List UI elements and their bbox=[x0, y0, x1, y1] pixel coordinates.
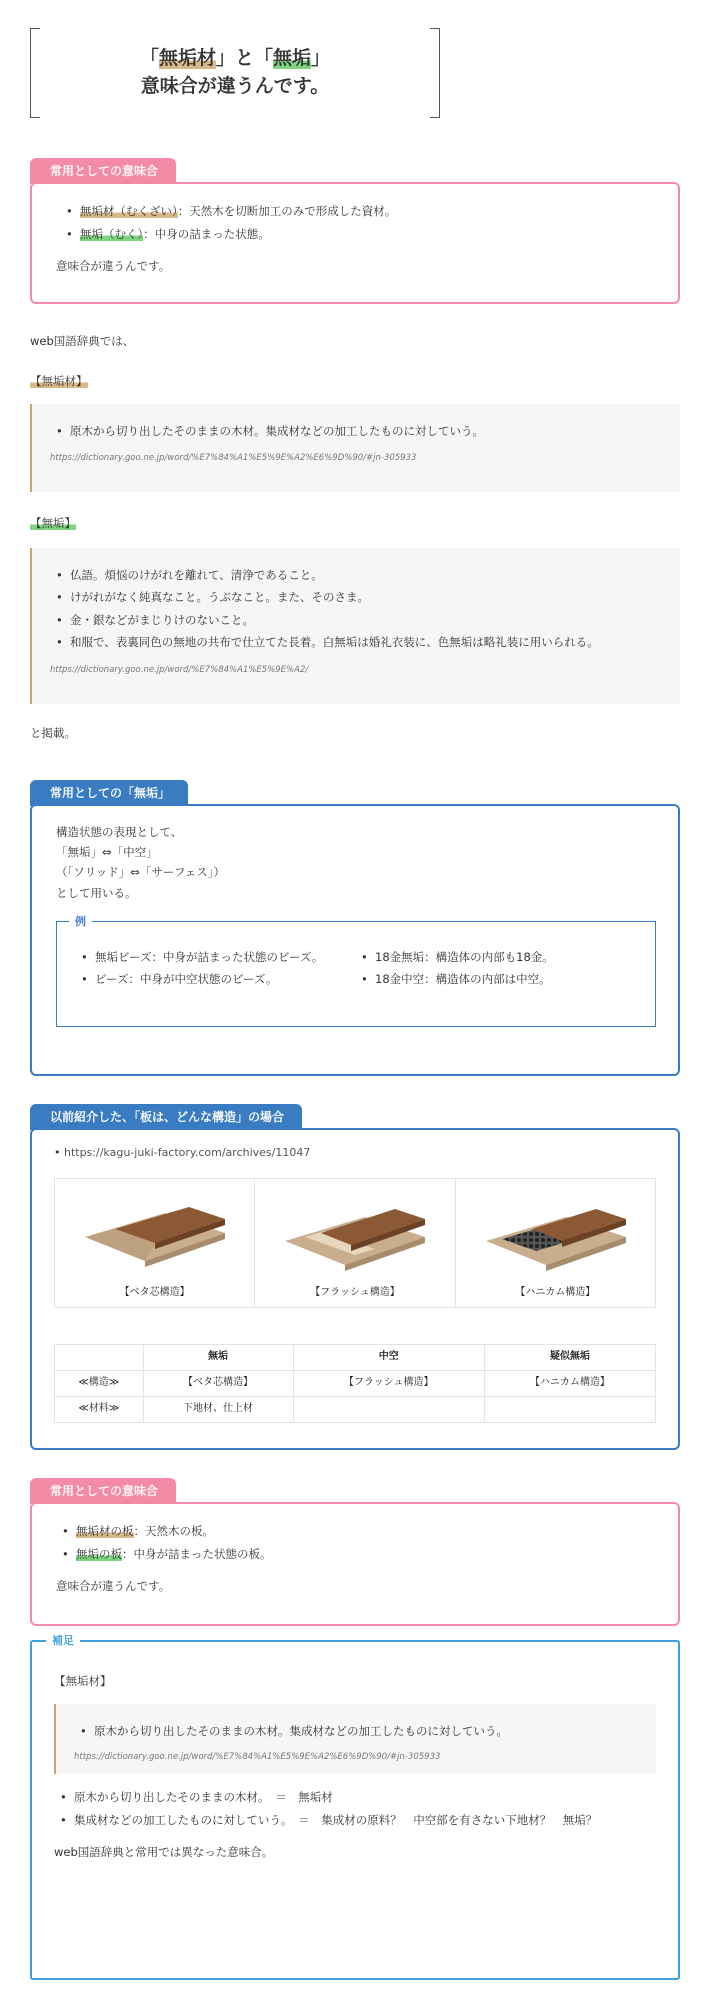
structure-table bbox=[54, 1344, 656, 1423]
box-label: 以前紹介した、「板は、どんな構造」の場合 bbox=[30, 1104, 302, 1130]
list-item: • 原木から切り出したそのままの木材。 ＝ 無垢材 bbox=[54, 1788, 656, 1806]
list-item: • 金・銀などがまじりけのないこと。 bbox=[50, 611, 662, 629]
supplement-quote bbox=[54, 1704, 656, 1774]
dict-heading-muku: 【無垢】 bbox=[30, 516, 76, 530]
column-header: 無垢 bbox=[143, 1344, 293, 1370]
flush-board-image bbox=[285, 1189, 425, 1279]
title-bracket-right bbox=[430, 28, 440, 118]
list-item: • 18金中空：構造体の内部は中空。 bbox=[355, 970, 635, 988]
image-caption: 【フラッシュ構造】 bbox=[310, 1286, 400, 1298]
table-row: ≪材料≫ 下地材、仕上材 bbox=[55, 1396, 656, 1422]
image-caption: 【ハニカム構造】 bbox=[515, 1286, 596, 1298]
text-line: として用いる。 bbox=[56, 885, 137, 900]
dict-source: https://dictionary.goo.ne.jp/word/%E7%84%A1%E5%9E%A2%E6%9D%90/#jn-305933 bbox=[50, 453, 417, 464]
beta-core-board-image bbox=[85, 1189, 225, 1279]
list-item: • 和服で、表裏同色の無地の共布で仕立てた長着。白無垢は婚礼衣装に、色無垢は略礼装に用いられる。 bbox=[50, 633, 662, 651]
title-bracket-left bbox=[30, 28, 40, 118]
list-item: • 原木から切り出したそのままの木材。集成材などの加工したものに対していう。 bbox=[74, 1722, 638, 1740]
dict-quote-muku bbox=[30, 548, 680, 704]
honeycomb-board-image bbox=[486, 1189, 626, 1279]
list-item: • けがれがなく純真なこと。うぶなこと。また、そのさま。 bbox=[50, 588, 662, 606]
image-honeycomb bbox=[456, 1179, 655, 1307]
supplement-note: web国語辞典と常用では異なった意味合。 bbox=[54, 1845, 274, 1860]
list-item: • ビーズ：中身が中空状態のビーズ。 bbox=[75, 970, 355, 988]
list-item: • 仏語。煩悩のけがれを離れて、清浄であること。 bbox=[50, 566, 662, 584]
text-line: （「ソリッド」⇔「サーフェス」） bbox=[56, 865, 226, 880]
box-label: 常用としての意味合 bbox=[30, 158, 176, 184]
common-meaning-box bbox=[30, 158, 680, 304]
box-label: 常用としての意味合 bbox=[30, 1478, 176, 1504]
common-muku-box bbox=[30, 780, 680, 1076]
box-label: 常用としての「無垢」 bbox=[30, 780, 188, 806]
reference-link-row: • https://kagu-juki-factory.com/archives/11047 bbox=[54, 1146, 311, 1160]
dict-heading-mukuzai: 【無垢材】 bbox=[30, 374, 88, 388]
column-header: 中空 bbox=[293, 1344, 484, 1370]
supplement-label: 補足 bbox=[46, 1632, 80, 1650]
list-item: • 無垢の板：中身が詰まった状態の板。 bbox=[56, 1545, 656, 1563]
title-line2: 意味合が違うんです。 bbox=[140, 75, 330, 97]
box-note: 意味合が違うんです。 bbox=[56, 1578, 171, 1593]
image-flush bbox=[255, 1179, 455, 1307]
reference-link[interactable]: https://kagu-juki-factory.com/archives/11047 bbox=[64, 1146, 311, 1160]
board-structure-box bbox=[30, 1104, 680, 1450]
image-beta-core bbox=[55, 1179, 255, 1307]
box-note: 意味合が違うんです。 bbox=[56, 258, 171, 273]
list-item: • 無垢ビーズ：中身が詰まった状態のビーズ。 bbox=[75, 948, 355, 966]
list-item: • 無垢材（むくざい）：天然木を切断加工のみで形成した資材。 bbox=[60, 202, 656, 220]
text-line: 「無垢」⇔「中空」 bbox=[56, 845, 158, 860]
intro-text: web国語辞典では、 bbox=[30, 334, 135, 348]
common-meaning-box-2 bbox=[30, 1478, 680, 1626]
table-header-row bbox=[55, 1344, 656, 1370]
example-label: 例 bbox=[69, 913, 92, 931]
list-item: • 原木から切り出したそのままの木材。集成材などの加工したものに対していう。 bbox=[50, 422, 662, 440]
column-header: 疑似無垢 bbox=[484, 1344, 655, 1370]
title-block bbox=[30, 28, 440, 118]
structure-images bbox=[54, 1178, 656, 1308]
supplement-heading: 【無垢材】 bbox=[54, 1674, 112, 1688]
dict-source: https://dictionary.goo.ne.jp/word/%E7%84%A1%E5%9E%A2%E6%9D%90/#jn-305933 bbox=[74, 1751, 441, 1762]
dict-quote-mukuzai bbox=[30, 404, 680, 492]
list-item: • 集成材などの加工したものに対していう。 ＝ 集成材の原料？ 中空部を有さない下地材？ 無垢？ bbox=[54, 1811, 656, 1829]
list-item: • 18金無垢：構造体の内部も18金。 bbox=[355, 948, 635, 966]
supplement-box bbox=[30, 1634, 680, 1980]
image-caption: 【ベタ芯構造】 bbox=[119, 1286, 190, 1298]
posted-text: と掲載。 bbox=[30, 726, 76, 740]
list-item: • 無垢（むく）：中身の詰まった状態。 bbox=[60, 225, 656, 243]
table-row: ≪構造≫ 【ベタ芯構造】 【フラッシュ構造】 【ハニカム構造】 bbox=[55, 1370, 656, 1396]
list-item: • 無垢材の板：天然木の板。 bbox=[56, 1522, 656, 1540]
title-term-mukuzai: 無垢材 bbox=[158, 47, 216, 70]
page-title: 「無垢材」と「無垢」 意味合が違うんです。 bbox=[140, 45, 330, 100]
title-term-muku: 無垢 bbox=[273, 47, 312, 70]
example-box bbox=[56, 914, 656, 1028]
dict-source: https://dictionary.goo.ne.jp/word/%E7%84%A1%E5%9E%A2/ bbox=[50, 664, 309, 675]
text-line: 構造状態の表現として、 bbox=[56, 825, 183, 840]
